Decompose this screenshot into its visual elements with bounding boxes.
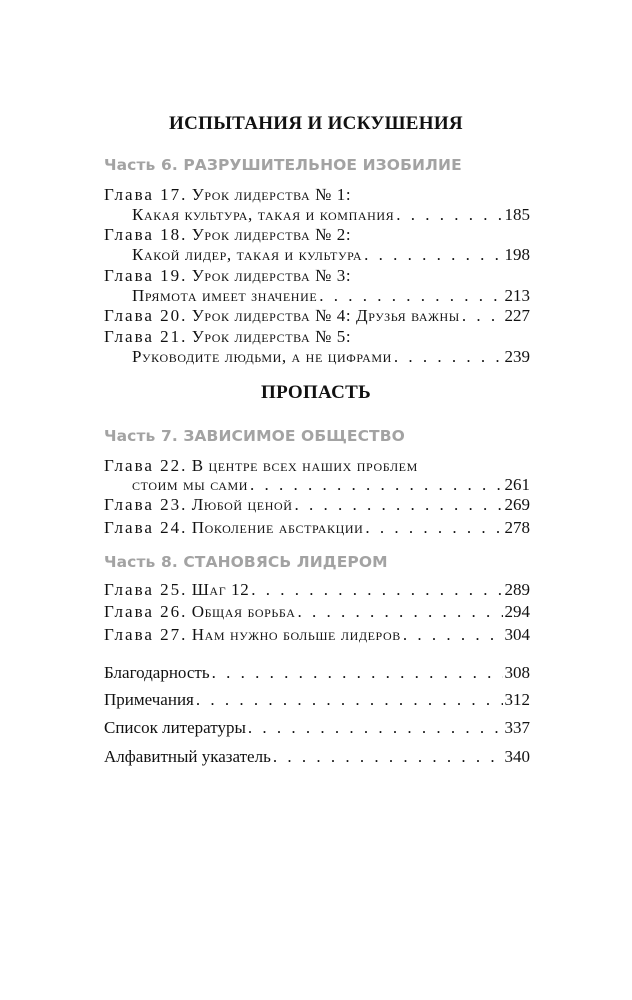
chapter-subtitle: Какой лидер, такая и культура <box>132 245 363 264</box>
part-heading: Часть 6. РАЗРУШИТЕЛЬНОЕ ИЗОБИЛИЕ <box>104 156 462 174</box>
toc-entry-chapter-18[interactable] <box>104 224 530 246</box>
page-number: 269 <box>504 495 530 514</box>
chapter-title: Урок лидерства № 5: <box>191 327 352 346</box>
toc-entry-chapter-21[interactable] <box>104 326 530 348</box>
chapter-subtitle: Руководите людьми, а не цифрами <box>132 347 392 366</box>
toc-entry-chapter-26[interactable] <box>104 601 530 623</box>
chapter-label: Глава 23. <box>104 495 188 514</box>
leader-dots <box>298 601 503 623</box>
page-number: 337 <box>504 718 530 737</box>
leader-dots <box>250 474 502 496</box>
section-title: ИСПЫТАНИЯ И ИСКУШЕНИЯ <box>169 113 463 134</box>
section-title: ПРОПАСТЬ <box>261 382 371 403</box>
page-number: 261 <box>504 475 530 494</box>
toc-entry-chapter-21-sub[interactable] <box>132 346 530 368</box>
toc-entry-chapter-25[interactable] <box>104 579 530 601</box>
leader-dots <box>396 204 502 226</box>
toc-entry-chapter-20[interactable] <box>104 305 530 327</box>
chapter-title: Урок лидерства № 2: <box>191 225 352 244</box>
leader-dots <box>364 244 502 266</box>
page-number: 340 <box>504 747 530 766</box>
page-number: 239 <box>504 347 530 366</box>
toc-entry-notes[interactable] <box>104 689 530 711</box>
chapter-label: Глава 27. <box>104 625 188 644</box>
chapter-title: Урок лидерства № 3: <box>191 266 352 285</box>
chapter-title: Шаг 12 <box>191 580 250 599</box>
entry-title: Алфавитный указатель <box>104 747 271 766</box>
page-number: 278 <box>504 518 530 537</box>
page-number: 294 <box>504 602 530 621</box>
chapter-title: Урок лидерства № 4: Друзья важны <box>191 306 460 325</box>
chapter-title: Любой ценой <box>191 495 293 514</box>
page-number: 185 <box>504 205 530 224</box>
toc-entry-chapter-17[interactable] <box>104 184 530 206</box>
page-number: 312 <box>504 690 530 709</box>
page-number: 198 <box>504 245 530 264</box>
leader-dots <box>462 305 503 327</box>
chapter-label: Глава 24. <box>104 518 188 537</box>
toc-entry-chapter-18-sub[interactable] <box>132 244 530 266</box>
toc-entry-bibliography[interactable] <box>104 717 530 739</box>
part-heading: Часть 8. СТАНОВЯСЬ ЛИДЕРОМ <box>104 553 388 571</box>
entry-title: Список литературы <box>104 718 246 737</box>
chapter-title: Общая борьба <box>191 602 296 621</box>
toc-entry-chapter-19[interactable] <box>104 265 530 287</box>
leader-dots <box>212 662 503 684</box>
toc-entry-chapter-22-sub[interactable] <box>132 474 530 496</box>
toc-entry-chapter-24[interactable] <box>104 517 530 539</box>
page-number: 308 <box>504 663 530 682</box>
chapter-title: Поколение абстракции <box>191 518 364 537</box>
chapter-label: Глава 25. <box>104 580 188 599</box>
chapter-label: Глава 19. <box>104 266 188 285</box>
page-number: 289 <box>504 580 530 599</box>
toc-entry-acknowledgements[interactable] <box>104 662 530 684</box>
part-heading: Часть 7. ЗАВИСИМОЕ ОБЩЕСТВО <box>104 427 405 445</box>
chapter-label: Глава 20. <box>104 306 188 325</box>
leader-dots <box>403 624 503 646</box>
leader-dots <box>251 579 502 601</box>
leader-dots <box>196 689 503 711</box>
chapter-label: Глава 21. <box>104 327 188 346</box>
chapter-label: Глава 17. <box>104 185 188 204</box>
leader-dots <box>273 746 503 768</box>
chapter-subtitle: Какая культура, такая и компания <box>132 205 395 224</box>
entry-title: Примечания <box>104 690 194 709</box>
chapter-title: Урок лидерства № 1: <box>191 185 352 204</box>
chapter-title: В центре всех наших проблем <box>191 456 418 475</box>
leader-dots <box>319 285 502 307</box>
chapter-title: Нам нужно больше лидеров <box>191 625 401 644</box>
page-number: 227 <box>504 306 530 325</box>
leader-dots <box>394 346 503 368</box>
toc-entry-chapter-19-sub[interactable] <box>132 285 530 307</box>
entry-title: Благодарность <box>104 663 210 682</box>
chapter-subtitle: Прямота имеет значение <box>132 286 318 305</box>
leader-dots <box>365 517 502 539</box>
chapter-label: Глава 18. <box>104 225 188 244</box>
toc-entry-chapter-27[interactable] <box>104 624 530 646</box>
page-number: 213 <box>504 286 530 305</box>
chapter-label: Глава 26. <box>104 602 188 621</box>
toc-entry-index[interactable] <box>104 746 530 768</box>
leader-dots <box>248 717 503 739</box>
leader-dots <box>295 494 503 516</box>
page-number: 304 <box>504 625 530 644</box>
chapter-subtitle: стоим мы сами <box>132 475 249 494</box>
chapter-label: Глава 22. <box>104 456 188 475</box>
toc-entry-chapter-23[interactable] <box>104 494 530 516</box>
toc-entry-chapter-17-sub[interactable] <box>132 204 530 226</box>
